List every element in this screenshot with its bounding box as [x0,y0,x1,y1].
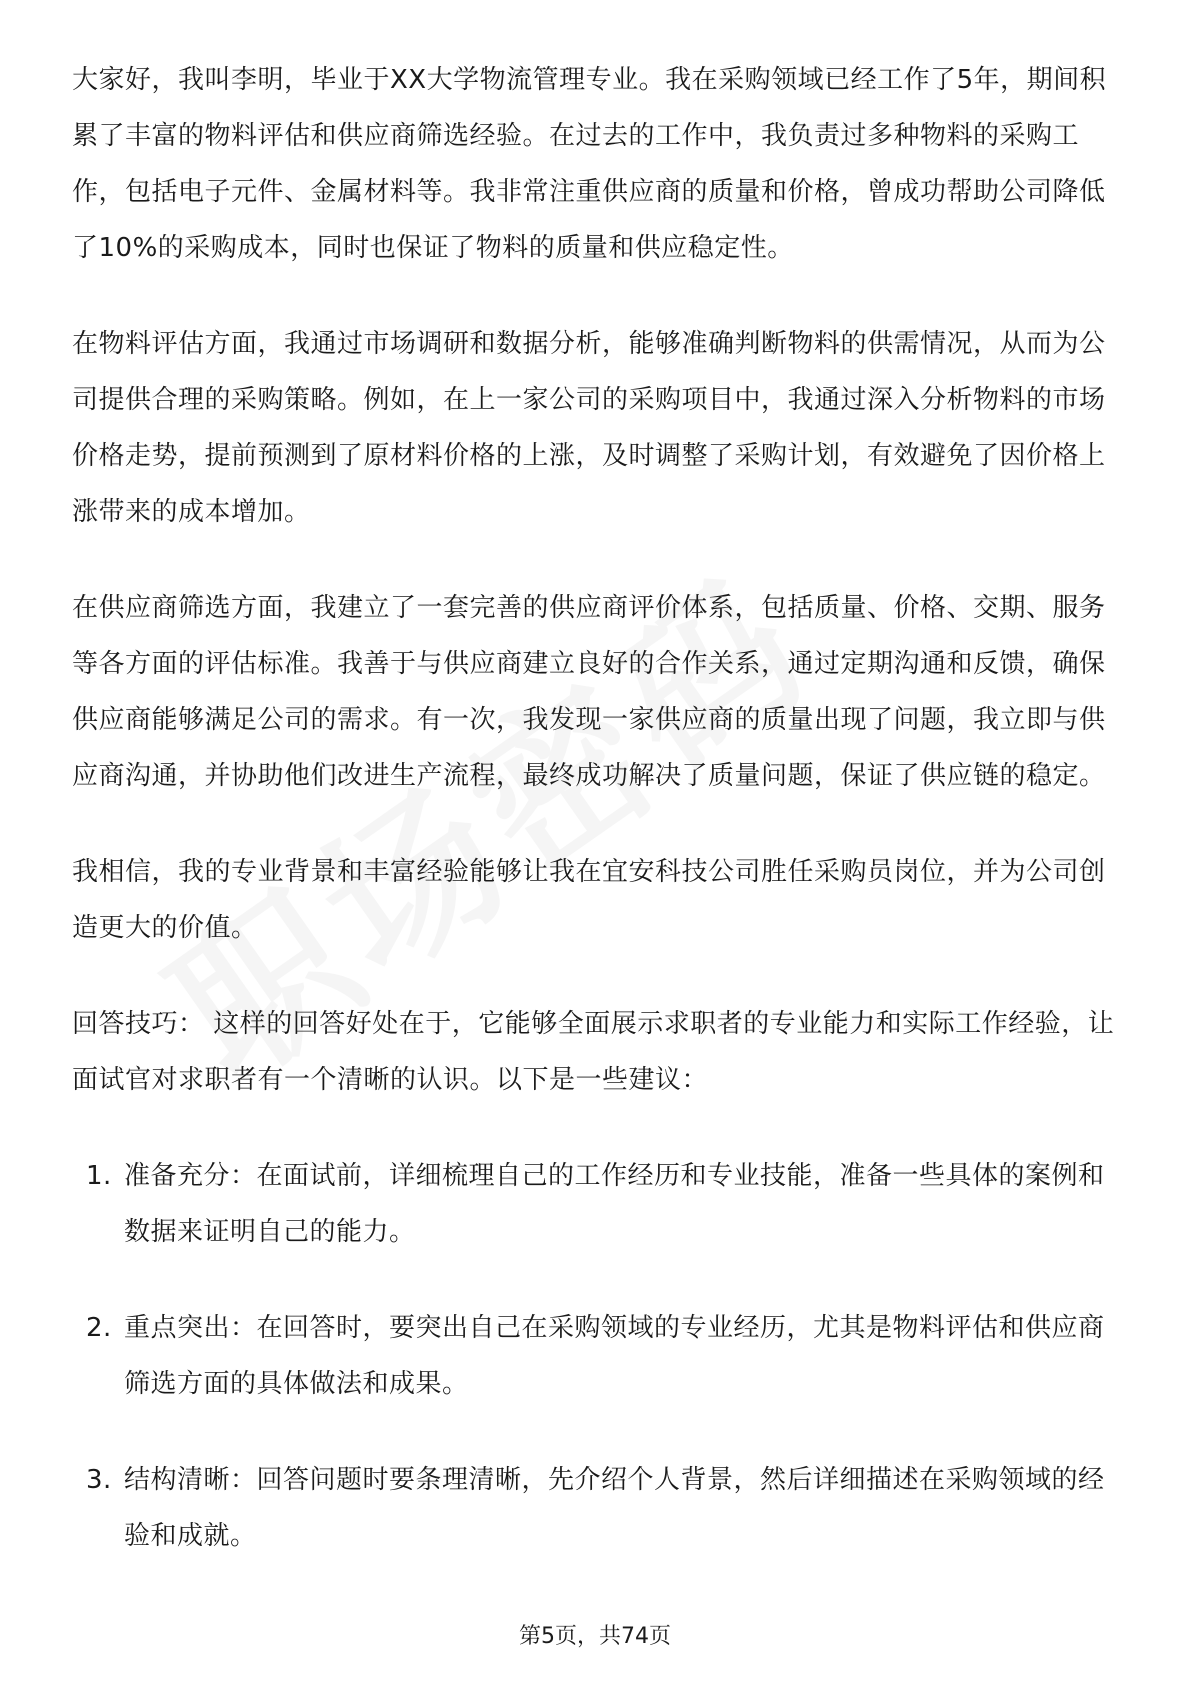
material-evaluation-paragraph: 在物料评估方面，我通过市场调研和数据分析，能够准确判断物料的供需情况，从而为公司提供合理的采购策略。例如，在上一家公司的采购项目中，我通过深入分析物料的市场价格走势，提前预测到了原材料价格的上涨，及时调整了采购计划，有效避免了因价格上涨带来的成本增加。 [72,329,1106,527]
document-body [72,52,1118,1604]
supplier-selection-paragraph: 在供应商筛选方面，我建立了一套完善的供应商评价体系，包括质量、价格、交期、服务等各方面的评估标准。我善于与供应商建立良好的合作关系，通过定期沟通和反馈，确保供应商能够满足公司的需求。有一次，我发现一家供应商的质量出现了问题，我立即与供应商沟通，并协助他们改进生产流程，最终成功解决了质量问题，保证了供应链的稳定。 [72,593,1106,791]
page-number-footer: 第5页，共74页 [519,1624,671,1649]
conclusion-paragraph: 我相信，我的专业背景和丰富经验能够让我在宜安科技公司胜任采购员岗位，并为公司创造更大的价值。 [72,857,1106,943]
list-item-number: 2. [86,1313,112,1343]
list-item [72,1148,1118,1260]
answer-tips-paragraph: 回答技巧： 这样的回答好处在于，它能够全面展示求职者的专业能力和实际工作经验，让面试官对求职者有一个清晰的认识。以下是一些建议： [72,1009,1115,1095]
list-item-number: 1. [86,1161,112,1191]
list-item-text: 准备充分：在面试前，详细梳理自己的工作经历和专业技能，准备一些具体的案例和数据来证明自己的能力。 [124,1161,1105,1247]
intro-paragraph: 大家好，我叫李明，毕业于XX大学物流管理专业。我在采购领域已经工作了5年，期间积累了丰富的物料评估和供应商筛选经验。在过去的工作中，我负责过多种物料的采购工作，包括电子元件、金属材料等。我非常注重供应商的质量和价格，曾成功帮助公司降低了10%的采购成本，同时也保证了物料的质量和供应稳定性。 [72,65,1107,263]
list-item-text: 结构清晰：回答问题时要条理清晰，先介绍个人背景，然后详细描述在采购领域的经验和成就。 [124,1465,1105,1551]
list-item-number: 3. [86,1465,112,1495]
list-item [72,1300,1118,1412]
list-item-text: 重点突出：在回答时，要突出自己在采购领域的专业经历，尤其是物料评估和供应商筛选方面的具体做法和成果。 [124,1313,1105,1399]
tips-list [72,1148,1118,1564]
list-item [72,1452,1118,1564]
